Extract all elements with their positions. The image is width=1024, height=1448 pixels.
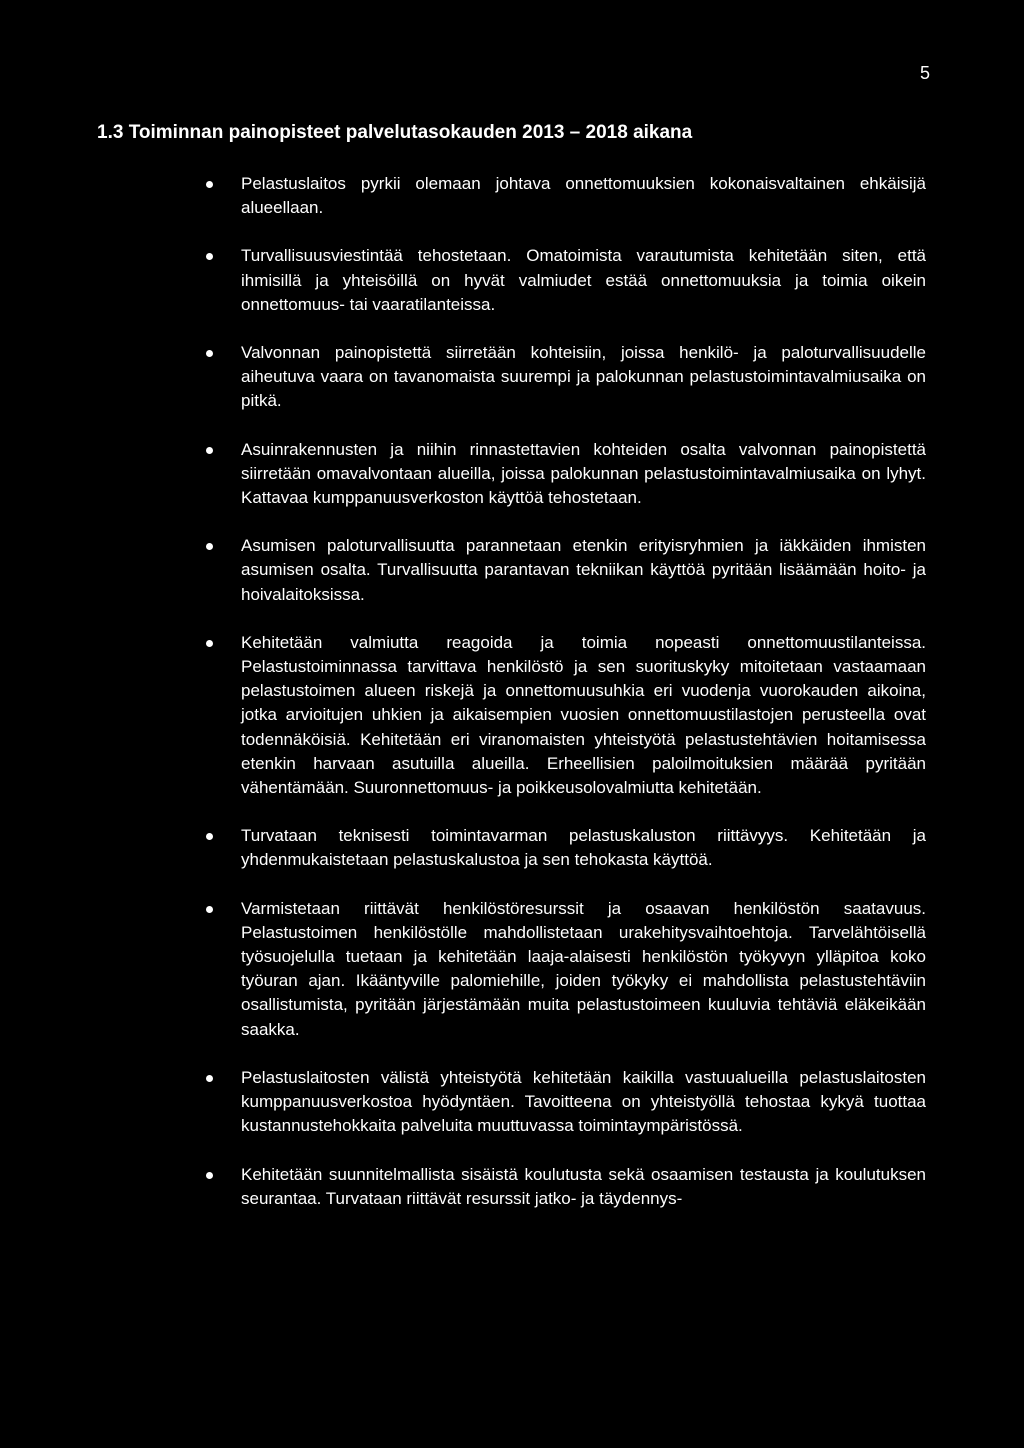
bullet-text: Varmistetaan riittävät henkilöstöresurssit ja osaavan henkilöstön saatavuus. Pelastustoimen henkilöstölle mahdollistetaan urakehitysvaihtoehtoja. Tarvelähtöisellä työsuojelulla tuetaan ja kehitetään laaja-alaisesti henkilöstön työkyvyn ylläpitoa koko työuran ajan. Ikääntyville palomiehille, joiden työkyky ei mahdollista pelastustehtäviin osallistumista, pyritään järjestämään muita pelastustoimeen kuuluvia tehtäviä eläkeikään saakka. [241, 898, 926, 1039]
bullet-text: Asuinrakennusten ja niihin rinnastettavien kohteiden osalta valvonnan painopistettä siirretään omavalvontaan alueilla, joissa palokunnan pelastustoimintavalmiusaika on lyhyt. Kattavaa kumppanuusverkoston käyttöä tehostetaan. [241, 439, 926, 508]
bullet-icon [206, 1075, 213, 1082]
bullet-icon [206, 350, 213, 357]
bullet-text: Pelastuslaitos pyrkii olemaan johtava onnettomuuksien kokonaisvaltainen ehkäisijä alueellaan. [241, 174, 926, 218]
page-number: 5 [919, 63, 930, 83]
bullet-item [206, 244, 926, 317]
bullet-item [206, 1066, 926, 1139]
bullet-text: Kehitetään suunnitelmallista sisäistä koulutusta sekä osaamisen testausta ja koulutuksen seurantaa. Turvataan riittävät resurssit jatko- ja täydennys- [241, 1164, 926, 1208]
bullet-icon [206, 833, 213, 840]
bullet-text: Pelastuslaitosten välistä yhteistyötä kehitetään kaikilla vastuualueilla pelastuslaitosten kumppanuusverkostoa hyödyntäen. Tavoitteena on yhteistyöllä tehostaa kykyä tuottaa kustannustehokkaita palveluita muuttuvassa toimintaympäristössä. [241, 1067, 926, 1136]
bullet-text: Turvataan teknisesti toimintavarman pelastuskaluston riittävyys. Kehitetään ja yhdenmukaistetaan pelastuskalustoa ja sen tehokasta käyttöä. [241, 826, 926, 870]
bullet-list [206, 172, 926, 1235]
bullet-item [206, 631, 926, 800]
bullet-item [206, 897, 926, 1042]
section-heading: 1.3 Toiminnan painopisteet palvelutasokauden 2013 – 2018 aikana [97, 122, 693, 143]
bullet-text: Turvallisuusviestintää tehostetaan. Omatoimista varautumista kehitetään siten, että ihmisillä ja yhteisöillä on hyvät valmiudet estää onnettomuuksia ja toimia oikein onnettomuus- tai vaaratilanteissa. [241, 246, 926, 314]
bullet-item [206, 1163, 926, 1211]
bullet-icon [206, 543, 213, 550]
bullet-icon [206, 253, 213, 260]
bullet-icon [206, 1172, 213, 1179]
bullet-icon [206, 640, 213, 647]
bullet-item [206, 438, 926, 511]
bullet-text: Valvonnan painopistettä siirretään kohteisiin, joissa henkilö- ja paloturvallisuudelle aiheutuva vaara on tavanomaista suurempi ja palokunnan pelastustoimintavalmiusaika on pitkä. [241, 343, 926, 411]
bullet-item [206, 341, 926, 414]
bullet-icon [206, 447, 213, 454]
bullet-item [206, 172, 926, 220]
bullet-icon [206, 906, 213, 913]
bullet-text: Asumisen paloturvallisuutta parannetaan etenkin erityisryhmien ja iäkkäiden ihmisten asumisen osalta. Turvallisuutta parantavan tekniikan käyttöä pyritään lisäämään hoito- ja hoivalaitoksissa. [241, 536, 926, 604]
bullet-icon [206, 181, 213, 188]
bullet-item [206, 824, 926, 872]
bullet-item [206, 534, 926, 607]
bullet-text: Kehitetään valmiutta reagoida ja toimia nopeasti onnettomuustilanteissa. Pelastustoiminnassa tarvittava henkilöstö ja sen suorituskyky mitoitetaan vastaamaan pelastustoimen alueen riskejä ja onnettomuusuhkia eri vuodenja vuorokauden aikoina, jotka arvioitujen uhkien ja aikaisempien vuosien onnettomuustilastojen perusteella ovat todennäköisiä. Kehitetään eri viranomaisten yhteistyötä pelastustehtävien hoitamisessa etenkin harvaan asutuilla alueilla. Erheellisien paloilmoituksien määrää pyritään vähentämään. Suuronnettomuus- ja poikkeusolovalmiutta kehitetään. [241, 632, 926, 798]
